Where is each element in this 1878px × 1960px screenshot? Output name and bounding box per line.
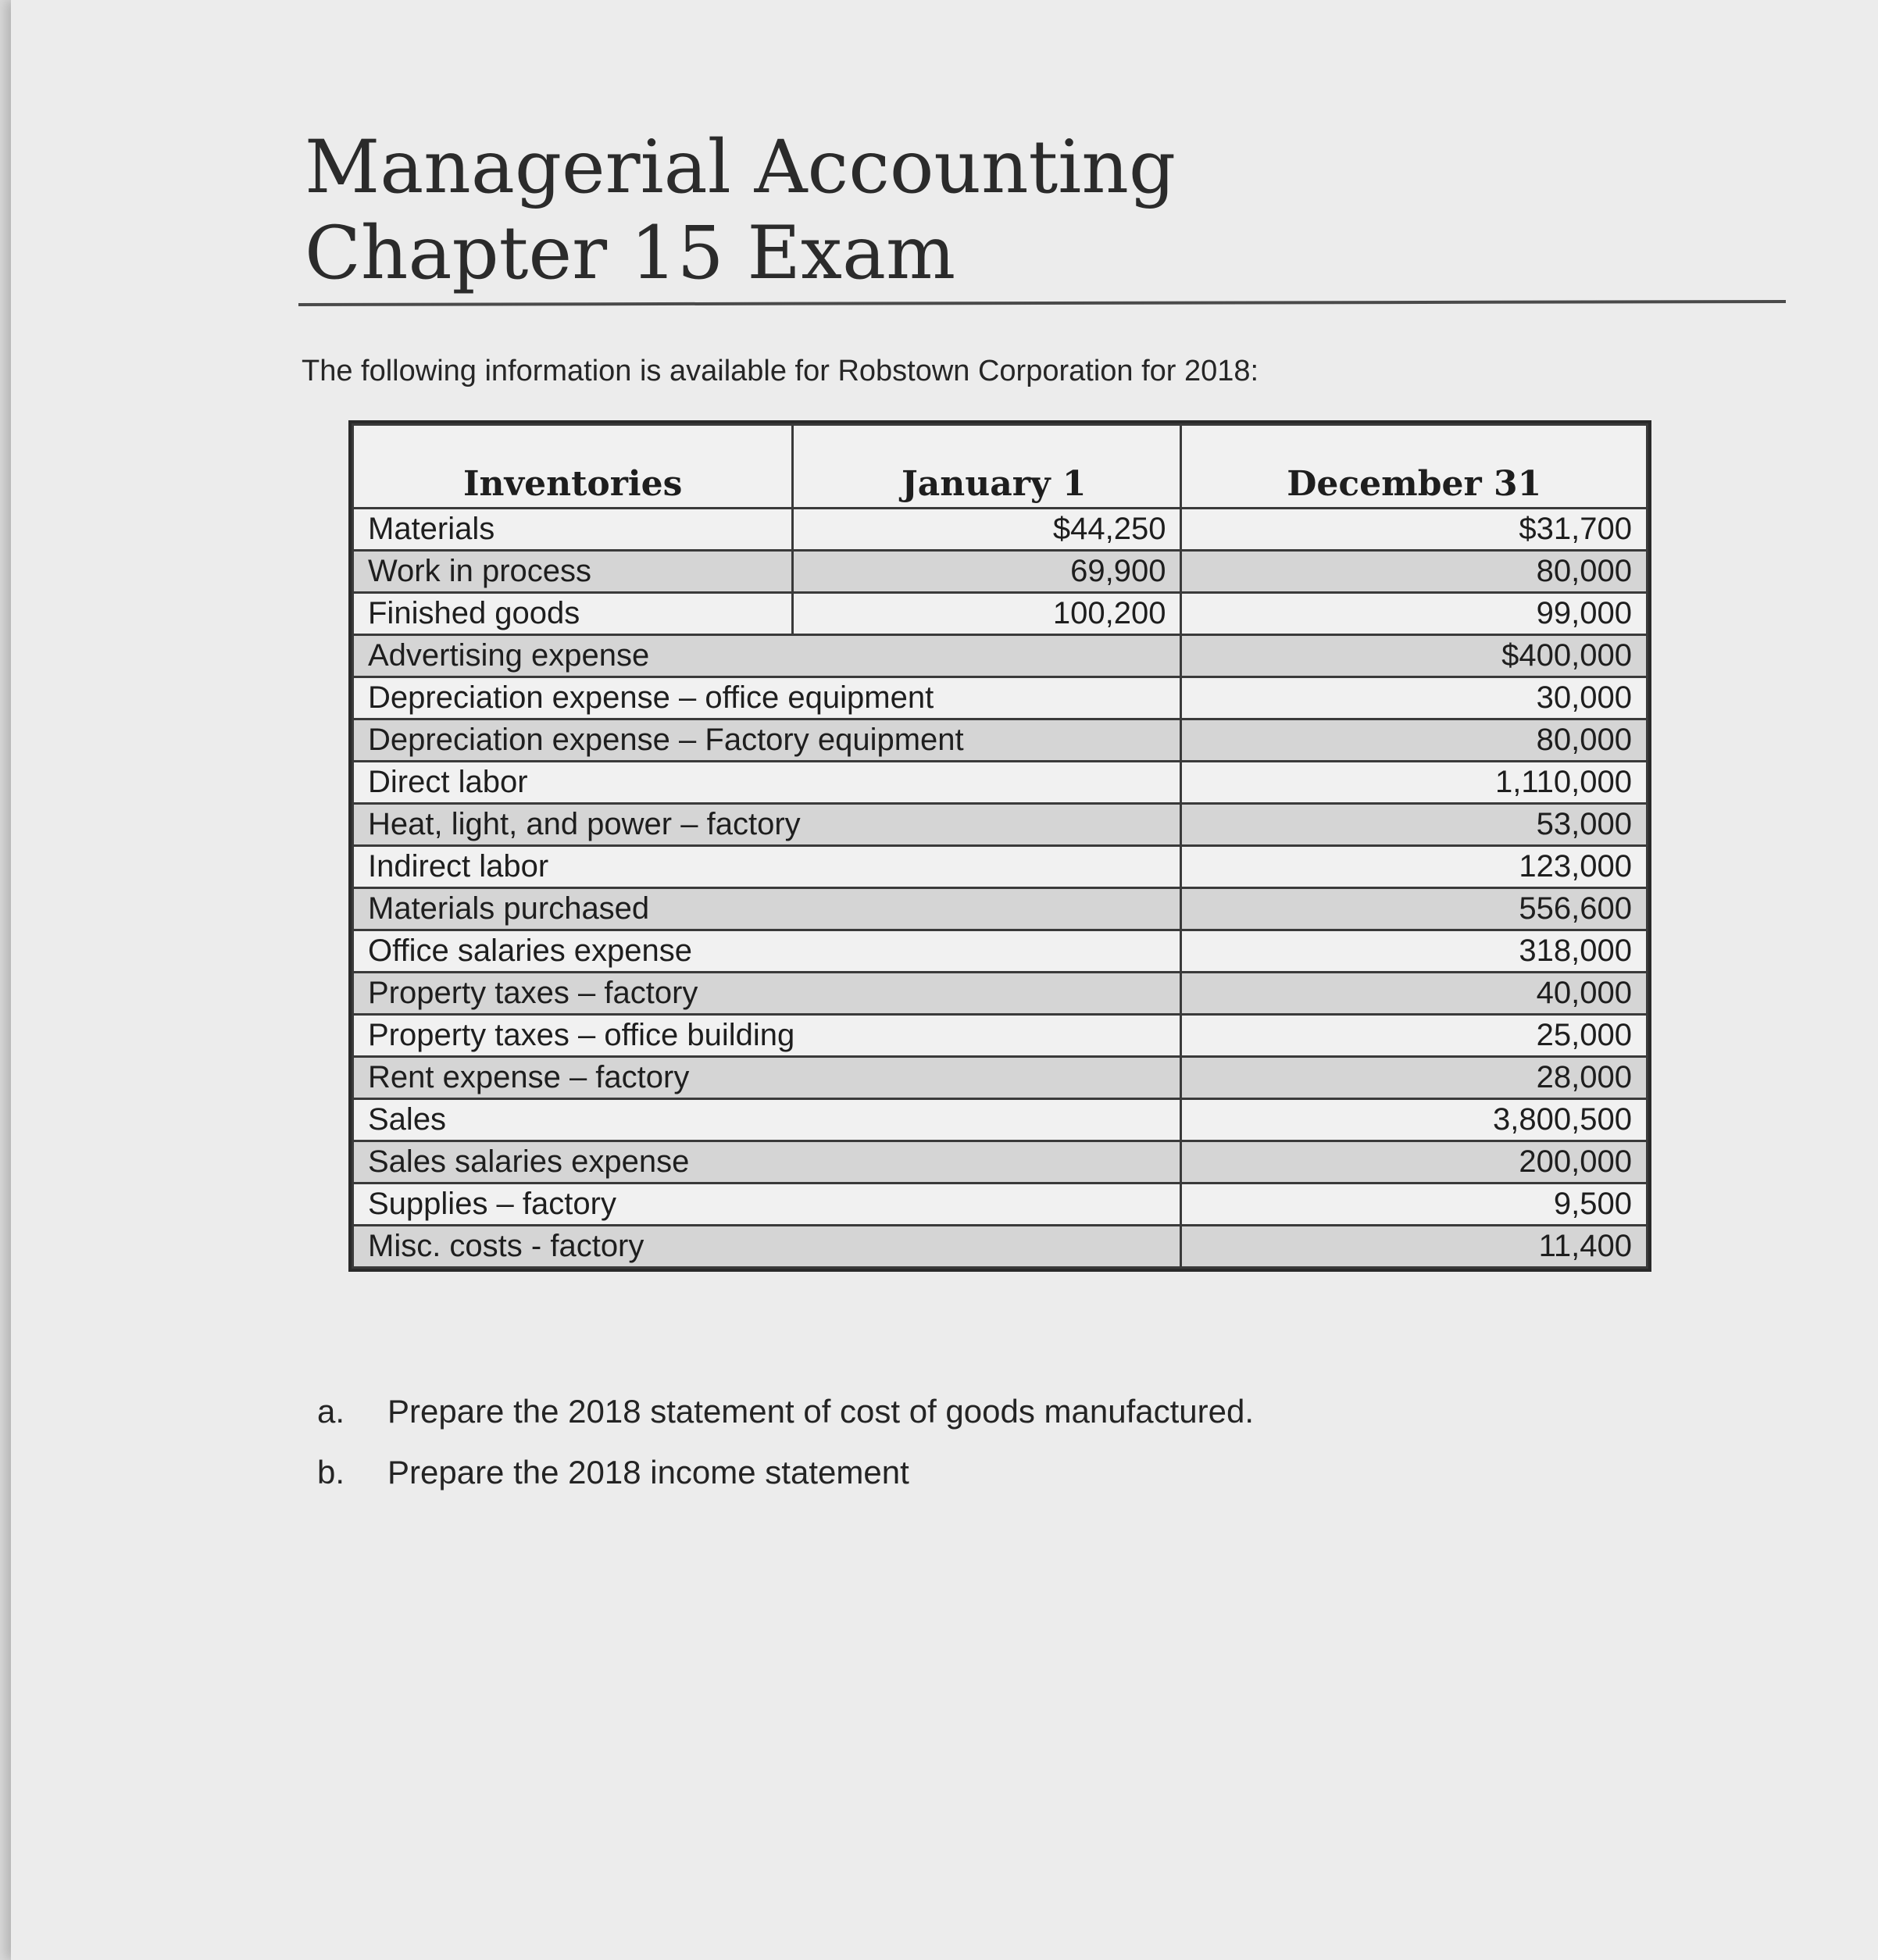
- expense-label: Rent expense – factory: [353, 1057, 1181, 1099]
- table-row: [353, 1099, 1648, 1141]
- expense-label: Depreciation expense – Factory equipment: [353, 719, 1181, 762]
- table-row: [353, 509, 1648, 551]
- table-row: [353, 846, 1648, 888]
- expense-label: Indirect labor: [353, 846, 1181, 888]
- title-divider: [298, 300, 1786, 306]
- table-row: [353, 888, 1648, 930]
- expense-value: 30,000: [1181, 677, 1648, 719]
- task-list: [317, 1381, 1254, 1503]
- table-row: [353, 930, 1648, 973]
- page-title: [305, 125, 1176, 297]
- expense-value: $400,000: [1181, 635, 1648, 677]
- task-marker: a.: [317, 1393, 345, 1430]
- header-january-1: January 1: [793, 425, 1181, 509]
- expense-value: 123,000: [1181, 846, 1648, 888]
- title-line-2: Chapter 15 Exam: [305, 211, 956, 296]
- table-row: [353, 804, 1648, 846]
- intro-text: The following information is available for Robstown Corporation for 2018:: [302, 355, 1259, 387]
- table-row: [353, 973, 1648, 1015]
- inventory-jan-value: 100,200: [793, 593, 1181, 635]
- inventory-dec-value: $31,700: [1181, 509, 1648, 551]
- expense-label: Property taxes – office building: [353, 1015, 1181, 1057]
- inventory-dec-value: 80,000: [1181, 551, 1648, 593]
- table-row: [353, 551, 1648, 593]
- expense-value: 9,500: [1181, 1183, 1648, 1226]
- expense-value: 80,000: [1181, 719, 1648, 762]
- table-row: [353, 1183, 1648, 1226]
- title-line-1: Managerial Accounting: [305, 125, 1176, 210]
- expense-value: 556,600: [1181, 888, 1648, 930]
- table-row: [353, 635, 1648, 677]
- expense-label: Depreciation expense – office equipment: [353, 677, 1181, 719]
- expense-label: Direct labor: [353, 762, 1181, 804]
- exam-page: [11, 0, 1878, 1960]
- table-row: [353, 1226, 1648, 1268]
- expense-value: 28,000: [1181, 1057, 1648, 1099]
- table-header-row: [353, 425, 1648, 509]
- expense-value: 3,800,500: [1181, 1099, 1648, 1141]
- inventory-jan-value: $44,250: [793, 509, 1181, 551]
- task-text: Prepare the 2018 statement of cost of goods manufactured.: [387, 1393, 1255, 1430]
- expense-value: 318,000: [1181, 930, 1648, 973]
- inventory-label: Work in process: [353, 551, 793, 593]
- expense-label: Sales salaries expense: [353, 1141, 1181, 1183]
- table-row: [353, 1057, 1648, 1099]
- data-table: [348, 420, 1651, 1272]
- table-row: [353, 677, 1648, 719]
- inventory-label: Materials: [353, 509, 793, 551]
- expense-value: 25,000: [1181, 1015, 1648, 1057]
- inventory-jan-value: 69,900: [793, 551, 1181, 593]
- expense-label: Supplies – factory: [353, 1183, 1181, 1226]
- expense-value: 200,000: [1181, 1141, 1648, 1183]
- expense-value: 53,000: [1181, 804, 1648, 846]
- expense-label: Office salaries expense: [353, 930, 1181, 973]
- table-row: [353, 1015, 1648, 1057]
- list-item: [317, 1442, 1254, 1503]
- expense-label: Property taxes – factory: [353, 973, 1181, 1015]
- table-row: [353, 762, 1648, 804]
- expense-value: 1,110,000: [1181, 762, 1648, 804]
- expense-value: 40,000: [1181, 973, 1648, 1015]
- expense-label: Heat, light, and power – factory: [353, 804, 1181, 846]
- table-row: [353, 1141, 1648, 1183]
- header-december-31: December 31: [1181, 425, 1648, 509]
- inventory-label: Finished goods: [353, 593, 793, 635]
- expense-label: Advertising expense: [353, 635, 1181, 677]
- list-item: [317, 1381, 1254, 1442]
- header-inventories: Inventories: [353, 425, 793, 509]
- expense-label: Materials purchased: [353, 888, 1181, 930]
- expense-value: 11,400: [1181, 1226, 1648, 1268]
- expense-label: Misc. costs - factory: [353, 1226, 1181, 1268]
- table-row: [353, 593, 1648, 635]
- task-text: Prepare the 2018 income statement: [387, 1454, 909, 1491]
- inventory-dec-value: 99,000: [1181, 593, 1648, 635]
- table-row: [353, 719, 1648, 762]
- task-marker: b.: [317, 1454, 345, 1491]
- expense-label: Sales: [353, 1099, 1181, 1141]
